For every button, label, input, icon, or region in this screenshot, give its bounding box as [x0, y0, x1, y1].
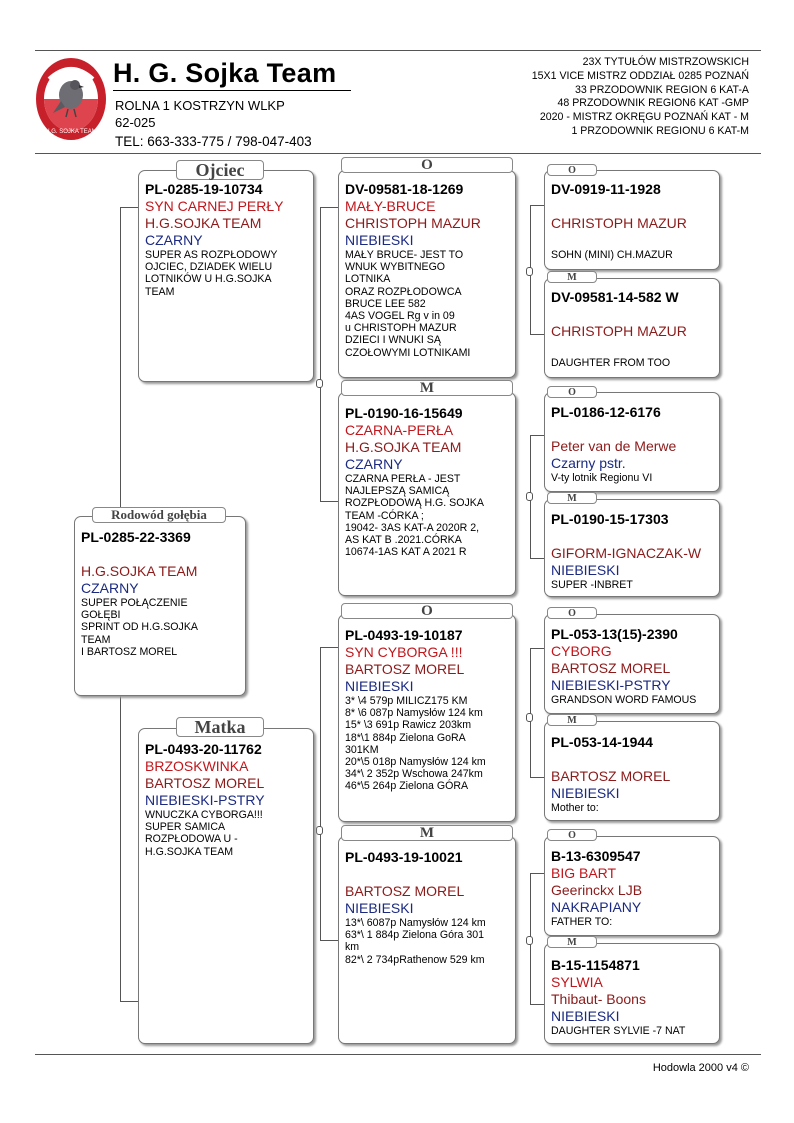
- fm-owner: H.G.SOJKA TEAM: [345, 439, 462, 455]
- ff-note: LOTNIKA: [345, 273, 391, 286]
- subject-note: SUPER POŁĄCZENIE: [81, 597, 188, 609]
- achievement: 15X1 VICE MISTRZ ODDZIAŁ 0285 POZNAŃ: [531, 69, 749, 82]
- mm-sex-label: M: [341, 825, 513, 841]
- mff-owner: BARTOSZ MOREL: [551, 660, 671, 676]
- ff-color: NIEBIESKI: [345, 232, 414, 248]
- footer-rule: [35, 1054, 761, 1055]
- connector-knob: [316, 379, 323, 388]
- achievement: 1 PRZODOWNIK REGIONU 6 KAT-M: [571, 124, 749, 137]
- connector-knob: [526, 936, 533, 945]
- ffm-sex-label: M: [547, 271, 597, 283]
- top-rule: [35, 50, 761, 51]
- subject-note: I BARTOSZ MOREL: [81, 645, 178, 658]
- father-name: SYN CARNEJ PERŁY: [145, 198, 284, 214]
- ff-note: ORAZ ROZPŁODOWCA: [345, 285, 462, 298]
- subject-owner: H.G.SOJKA TEAM: [81, 563, 198, 579]
- mmf-note: FATHER TO:: [551, 916, 613, 928]
- ffm-note: DAUGHTER FROM TOO: [551, 357, 671, 369]
- mff-sex-label: O: [547, 607, 597, 619]
- fm-note: TEAM -CÓRKA ;: [345, 509, 424, 522]
- fmm-owner: GIFORM-IGNACZAK-W: [551, 545, 702, 561]
- ffm-owner: CHRISTOPH MAZUR: [551, 323, 687, 339]
- fmf-card: [544, 392, 720, 492]
- father-note: SUPER AS ROZPŁODOWY: [145, 249, 278, 261]
- team-name: H. G. Sojka Team: [113, 58, 337, 88]
- mmm-ring: B-15-1154871: [551, 957, 640, 973]
- subject-color: CZARNY: [81, 580, 139, 596]
- mff-note: GRANDSON WORD FAMOUS: [551, 694, 697, 706]
- mm-ring: PL-0493-19-10021: [345, 849, 463, 865]
- mm-owner: BARTOSZ MOREL: [345, 883, 465, 899]
- mf-note: 15* \3 691p Rawicz 203km: [345, 719, 472, 732]
- achievement: 48 PRZODOWNIK REGION6 KAT -GMP: [557, 97, 749, 110]
- mother-label: Matka: [176, 717, 264, 737]
- mother-name: BRZOSKWINKA: [145, 758, 249, 774]
- mmm-note: DAUGHTER SYLVIE -7 NAT: [551, 1025, 686, 1037]
- mmf-name: BIG BART: [551, 865, 617, 881]
- mother-note: SUPER SAMICA: [145, 821, 226, 834]
- ff-card: [338, 170, 516, 378]
- mf-note: 8* \6 087p Namysłów 124 km: [345, 707, 483, 720]
- subject-note: SPRINT OD H.G.SOJKA: [81, 621, 198, 634]
- mf-owner: BARTOSZ MOREL: [345, 661, 465, 677]
- fm-note: CZARNA PERŁA - JEST: [345, 473, 461, 485]
- mmm-card: [544, 943, 720, 1044]
- mm-note: 82*\ 2 734pRathenow 529 km: [345, 953, 485, 966]
- fm-card: [338, 392, 516, 596]
- ff-note: DZIECI I WNUKI SĄ: [345, 334, 441, 347]
- mfm-sex-label: M: [547, 714, 597, 726]
- mother-color: NIEBIESKI-PSTRY: [145, 792, 265, 808]
- mfm-ring: PL-053-14-1944: [551, 734, 653, 750]
- mother-ring: PL-0493-20-11762: [145, 741, 262, 757]
- mm-note: 13*\ 6087p Namysłów 124 km: [345, 917, 486, 929]
- ff-note: BRUCE LEE 582: [345, 297, 426, 310]
- mother-note: WNUCZKA CYBORGA!!!: [145, 809, 263, 821]
- fm-name: CZARNA-PERŁA: [345, 422, 454, 438]
- phone-number: TEL: 663-333-775 / 798-047-403: [115, 134, 312, 149]
- ff-note: u CHRISTOPH MAZUR: [345, 322, 457, 335]
- father-note: OJCIEC, DZIADEK WIELU: [145, 261, 273, 274]
- mm-note: km: [345, 941, 360, 954]
- mmm-color: NIEBIESKI: [551, 1008, 620, 1024]
- mf-sex-label: O: [341, 603, 513, 619]
- ff-ring: DV-09581-18-1269: [345, 181, 464, 197]
- mf-note: 20*\5 018p Namysłów 124 km: [345, 756, 486, 769]
- ff-name: MAŁY-BRUCE: [345, 198, 436, 214]
- ff-note: CZOŁOWYMI LOTNIKAMI: [345, 346, 471, 359]
- fff-ring: DV-0919-11-1928: [551, 181, 661, 197]
- subject-ring: PL-0285-22-3369: [81, 529, 191, 545]
- mf-color: NIEBIESKI: [345, 678, 414, 694]
- fm-note: ROZPŁODOWĄ H.G. SOJKA: [345, 497, 484, 510]
- father-note: TEAM: [145, 285, 175, 298]
- mmf-card: [544, 836, 720, 936]
- svg-text:H.G. SOJKA TEAM: H.G. SOJKA TEAM: [45, 129, 97, 135]
- pedigree-label: Rodowód gołębia: [92, 507, 226, 523]
- mm-card: [338, 836, 516, 1044]
- fmf-sex-label: O: [547, 386, 597, 398]
- mother-note: H.G.SOJKA TEAM: [145, 845, 234, 858]
- mm-color: NIEBIESKI: [345, 900, 414, 916]
- achievements-list: [532, 56, 749, 139]
- connector-knob: [526, 267, 533, 276]
- fmf-owner: Peter van de Merwe: [551, 438, 677, 454]
- mfm-note: Mother to:: [551, 802, 599, 814]
- fm-note: AS KAT B .2021.CÓRKA: [345, 534, 462, 547]
- connector-knob: [316, 826, 323, 835]
- fmf-ring: PL-0186-12-6176: [551, 404, 661, 420]
- fmm-sex-label: M: [547, 492, 597, 504]
- ff-note: WNUK WYBITNEGO: [345, 261, 446, 274]
- header-rule: [35, 153, 761, 154]
- fmf-color: Czarny pstr.: [551, 455, 626, 471]
- mmf-sex-label: O: [547, 829, 597, 841]
- fm-note: NAJLEPSZĄ SAMICĄ: [345, 485, 450, 498]
- father-card: [138, 170, 314, 382]
- connector-father: [120, 207, 139, 519]
- fm-note: 10674-1AS KAT A 2021 R: [345, 546, 467, 559]
- mf-ring: PL-0493-19-10187: [345, 627, 463, 643]
- mfm-color: NIEBIESKI: [551, 785, 620, 801]
- fff-note: SOHN (MINI) CH.MAZUR: [551, 249, 673, 261]
- mff-ring: PL-053-13(15)-2390: [551, 626, 678, 642]
- mfm-owner: BARTOSZ MOREL: [551, 768, 671, 784]
- father-owner: H.G.SOJKA TEAM: [145, 215, 262, 231]
- team-name-underline: [113, 90, 351, 91]
- mff-name: CYBORG: [551, 643, 612, 659]
- team-logo: [35, 57, 107, 141]
- mmf-ring: B-13-6309547: [551, 848, 641, 864]
- fm-color: CZARNY: [345, 456, 403, 472]
- mf-note: 46*\5 264p Zielona GÓRA: [345, 780, 469, 793]
- connector-father-parents: [320, 207, 339, 502]
- mm-note: 63*\ 1 884p Zielona Góra 301: [345, 929, 484, 942]
- fmf-note: V-ty lotnik Regionu VI: [551, 472, 653, 484]
- father-color: CZARNY: [145, 232, 203, 248]
- connector-mf-parents: [530, 648, 545, 778]
- connector-knob: [526, 713, 533, 722]
- mmm-name: SYLWIA: [551, 974, 603, 990]
- mf-note: 3* \4 579p MILICZ175 KM: [345, 695, 468, 707]
- fmm-ring: PL-0190-15-17303: [551, 511, 669, 527]
- mother-card: [138, 728, 314, 1044]
- ffm-card: [544, 278, 720, 378]
- mff-color: NIEBIESKI-PSTRY: [551, 677, 671, 693]
- subject-note: GOŁĘBI: [81, 609, 121, 622]
- mother-owner: BARTOSZ MOREL: [145, 775, 265, 791]
- address-street: ROLNA 1 KOSTRZYN WLKP: [115, 98, 285, 113]
- achievement: 33 PRZODOWNIK REGION 6 KAT-A: [574, 83, 749, 96]
- mmf-color: NAKRAPIANY: [551, 899, 642, 915]
- mmm-sex-label: M: [547, 936, 597, 948]
- mf-note: 301KM: [345, 743, 379, 756]
- mmm-owner: Thibaut- Boons: [551, 991, 646, 1007]
- ffm-ring: DV-09581-14-582 W: [551, 289, 679, 305]
- ff-note: 4AS VOGEL Rg v in 09: [345, 310, 455, 323]
- ff-note: MAŁY BRUCE- JEST TO: [345, 249, 464, 261]
- father-ring: PL-0285-19-10734: [145, 181, 263, 197]
- connector-mother: [120, 695, 139, 1002]
- fmm-note: SUPER -INBRET: [551, 579, 633, 591]
- father-label: Ojciec: [176, 160, 264, 180]
- ff-owner: CHRISTOPH MAZUR: [345, 215, 481, 231]
- ff-sex-label: O: [341, 157, 513, 173]
- fm-ring: PL-0190-16-15649: [345, 405, 463, 421]
- father-note: LOTNIKÓW U H.G.SOJKA: [145, 273, 272, 286]
- fmm-card: [544, 499, 720, 597]
- mf-card: [338, 614, 516, 822]
- achievement: 23X TYTUŁÓW MISTRZOWSKICH: [582, 56, 749, 68]
- fm-sex-label: M: [341, 380, 513, 396]
- fff-sex-label: O: [547, 164, 597, 176]
- fff-card: [544, 170, 720, 270]
- mf-name: SYN CYBORGA !!!: [345, 644, 463, 660]
- mother-note: ROZPŁODOWA U -: [145, 833, 238, 846]
- mf-note: 18*\1 884p Zielona GoRA: [345, 731, 466, 744]
- subject-note: TEAM: [81, 633, 111, 646]
- fmm-color: NIEBIESKI: [551, 562, 620, 578]
- mff-card: [544, 614, 720, 714]
- footer-credit: Hodowla 2000 v4 ©: [652, 1062, 749, 1074]
- connector-knob: [526, 492, 533, 501]
- fm-note: 19042- 3AS KAT-A 2020R 2,: [345, 521, 480, 534]
- address-postcode: 62-025: [115, 115, 156, 130]
- connector-mother-parents: [320, 647, 339, 941]
- subject-card: [74, 516, 246, 696]
- mfm-card: [544, 721, 720, 821]
- fff-owner: CHRISTOPH MAZUR: [551, 215, 687, 231]
- achievement: 2020 - MISTRZ OKRĘGU POZNAŃ KAT - M: [539, 111, 749, 124]
- mf-note: 34*\ 2 352p Wschowa 247km: [345, 768, 483, 781]
- mmf-owner: Geerinckx LJB: [551, 882, 643, 898]
